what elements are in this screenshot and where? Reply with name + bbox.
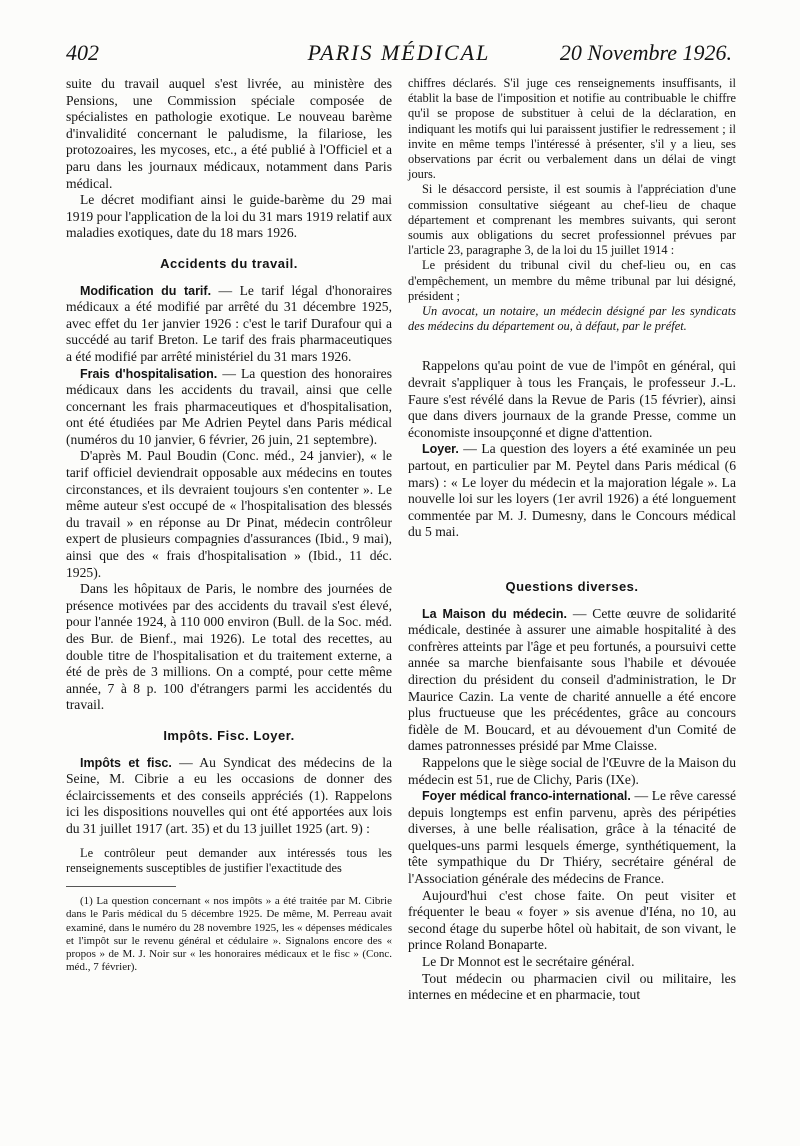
running-header xyxy=(66,40,732,68)
spacer xyxy=(408,541,736,565)
paragraph-lead: Loyer. xyxy=(422,442,459,457)
paragraph-body: — La question des honoraires médicaux dans les accidents du travail, ainsi que celle concernant les frais pharmaceutiques et d'hospitalisation, ont été étudiées par Me Adrien Peytel dans Paris médical (numéros du 10 janvier, 6 février, 26 juin, 21 septembre). xyxy=(66,365,392,447)
paragraph: Dans les hôpitaux de Paris, le nombre des journées de présence motivées par des accidents du travail s'est élevé, pour l'année 1924, à 110 000 environ (Bull. de la Soc. méd. des Bur. de Bienf., mai 1926). Le total des recettes, au double titre de l'hospitalisation et du traitement externe, a été de près de 3 millions. On a compté, pour cette même année, 7 à 8 p. 100 d'étrangers parmi les accidentés du travail. xyxy=(66,581,392,713)
quoted-text: Si le désaccord persiste, il est soumis à l'appréciation d'une commission consultative siégeant au chef-lieu de chaque département et comprenant les membres suivants, qui seront soumis aux obligations du secret professionnel prévues par l'article 23, paragraphe 3, de la loi du 15 juillet 1914 : xyxy=(408,182,736,258)
section-heading-accidents: Accidents du travail. xyxy=(160,255,298,271)
paragraph-body: — Au Syndicat des médecins de la Seine, M. Cibrie a eu les occasions de donner des éclaircissements et des conseils appréciés (1). Rappelons ici les dispositions nouvelles qui ont été apportées aux lois du 31 juillet 1917 (art. 35) et du 13 juillet 1925 (art. 9) : xyxy=(66,754,393,836)
paragraph: Le décret modifiant ainsi le guide-barème du 29 mai 1919 pour l'application de la loi du 31 mars 1919 relatif aux maladies exotiques, date du 18 mars 1926. xyxy=(66,192,392,241)
paragraph xyxy=(408,441,736,541)
paragraph: suite du travail auquel s'est livrée, au ministère des Pensions, une Commission spéciale composée de spécialistes en pathologie exotique. Le nouveau barème d'invalidité concernant le paludisme, la filariose, les protozoaires, les mycoses, etc., a été publié à l'Officiel et a paru dans les journaux médicaux, notamment dans Paris médical. xyxy=(66,76,392,191)
left-column xyxy=(66,76,392,975)
paragraph-lead: Impôts et fisc. xyxy=(80,755,172,770)
paragraph-body: — Le tarif légal d'honoraires médicaux a été modifié par arrêté du 31 décembre 1925, avec effet du 1er janvier 1926 : c'est le tarif Durafour qui a succédé au tarif Breton. Le tarif des frais pharmaceutiques a été modifié par arrêté ministériel du 31 mars 1926. xyxy=(66,282,392,364)
paragraph-body: — Le rêve caressé depuis longtemps est enfin parvenu, après des péripéties diverses, à une belle réalisation, grâce à la ténacité de quelques-uns parmi lesquels émerge, synthétiquement, la tête sympathique du Dr Thiéry, secrétaire général de l'Association générale des médecins de France. xyxy=(408,788,736,887)
paragraph-lead: Modification du tarif. xyxy=(80,283,212,298)
issue-date: 20 Novembre 1926. xyxy=(559,40,732,65)
page-number: 402 xyxy=(66,40,99,65)
quoted-text: chiffres déclarés. S'il juge ces renseignements insuffisants, il établit la base de l'imposition et notifie au contribuable le chiffre qu'il se propose de substituer à celui de la déclaration, en indiquant les motifs qui lui paraissent justifier le redressement ; il invite en même temps l'intéressé à présenter, s'il y a lieu, ses observations par écrit ou verbalement dans un délai de vingt jours. xyxy=(408,76,736,182)
paragraph xyxy=(66,366,392,449)
section-heading-questions: Questions diverses. xyxy=(505,578,639,594)
paragraph: Rappelons que le siège social de l'Œuvre de la Maison du médecin est 51, rue de Clichy, Paris (IXe). xyxy=(408,754,736,787)
footnote-divider xyxy=(66,886,176,887)
paragraph: Tout médecin ou pharmacien civil ou militaire, les internes en médecine et en pharmacie, tout xyxy=(408,970,736,1003)
paragraph: Aujourd'hui c'est chose faite. On peut visiter et fréquenter le beau « foyer » sis avenue d'Iéna, no 10, au second étage du superbe hôtel où habitait, de son vivant, le prince Roland Bonaparte. xyxy=(408,887,736,953)
footnote: (1) La question concernant « nos impôts » a été traitée par M. Cibrie dans le Paris médical du 5 décembre 1925. De même, M. Perreau avait examiné, dans le numéro du 28 novembre 1925, les « dépenses médicales et l'impôt sur le revenu général et cédulaire ». Signalons encore des « propos » de M. J. Noir sur « les honoraires médicaux et le fisc » (Conc. méd., 7 février). xyxy=(66,894,392,974)
paragraph xyxy=(408,606,736,755)
paragraph xyxy=(66,283,392,366)
right-column xyxy=(408,76,736,1004)
quoted-text: Le président du tribunal civil du chef-lieu ou, en cas d'empêchement, un membre du même tribunal par lui désigné, président ; xyxy=(408,258,736,303)
paragraph: D'après M. Paul Boudin (Conc. méd., 24 janvier), « le tarif officiel deviendrait opposable aux médecins en toutes circonstances, et ils devraient toujours s'en contenter ». Le même auteur s'est occupé de « l'hospitalisation des blessés du travail » en réponse au Dr Pinat, médecin contrôleur expert de plusieurs compagnies d'assurances (Ibid., 9 mai), ainsi que des « frais d'hospitalisation » (Ibid., 11 déc. 1925). xyxy=(66,448,392,580)
paragraph-body: — Cette œuvre de solidarité médicale, destinée à assurer une aimable hospitalité à des confrères atteints par l'âge et peu fortunés, a poursuivi cette année sa marche bienfaisante sous l'habile et dévouée direction du président du conseil d'administration, le Dr Maurice Cazin. La vente de charité annuelle a été encore plus fructueuse que les précédentes, grâce au concours fidèle de M. Boucard, et au dévouement d'un Comité de dames patronnesses présidé par Mme Claisse. xyxy=(408,605,736,754)
paragraph xyxy=(66,755,392,838)
quoted-text: Un avocat, un notaire, un médecin désigné par les syndicats des médecins du département ou, à défaut, par le préfet. xyxy=(408,304,736,334)
section-heading-impots: Impôts. Fisc. Loyer. xyxy=(163,727,295,743)
spacer xyxy=(408,334,736,358)
paragraph-lead: Foyer médical franco-international. xyxy=(422,789,631,804)
paragraph xyxy=(408,788,736,888)
paragraph: Le Dr Monnot est le secrétaire général. xyxy=(422,954,635,970)
paragraph: Rappelons qu'au point de vue de l'impôt en général, qui devrait s'appliquer à tous les Français, le professeur J.-L. Faure s'est révélé dans la Revue de Paris (15 février), ainsi que dans divers journaux de la grande Presse, comme un économiste insoupçonné et digne d'attention. xyxy=(408,358,736,440)
journal-title: PARIS MÉDICAL xyxy=(307,40,491,65)
quoted-text: Le contrôleur peut demander aux intéressés tous les renseignements susceptibles de justifier l'exactitude des xyxy=(66,845,392,875)
paragraph-lead: Frais d'hospitalisation. xyxy=(80,366,218,381)
paragraph-body: — La question des loyers a été examinée un peu partout, en particulier par M. Peytel dans Paris médical (6 mars) : « Le loyer du médecin et la majoration légale ». La nouvelle loi sur les loyers (1er avril 1926) a été longuement commentée par M. J. Dumesny, dans le Concours médical du 5 mai. xyxy=(408,441,736,540)
paragraph-lead: La Maison du médecin. xyxy=(422,606,567,621)
